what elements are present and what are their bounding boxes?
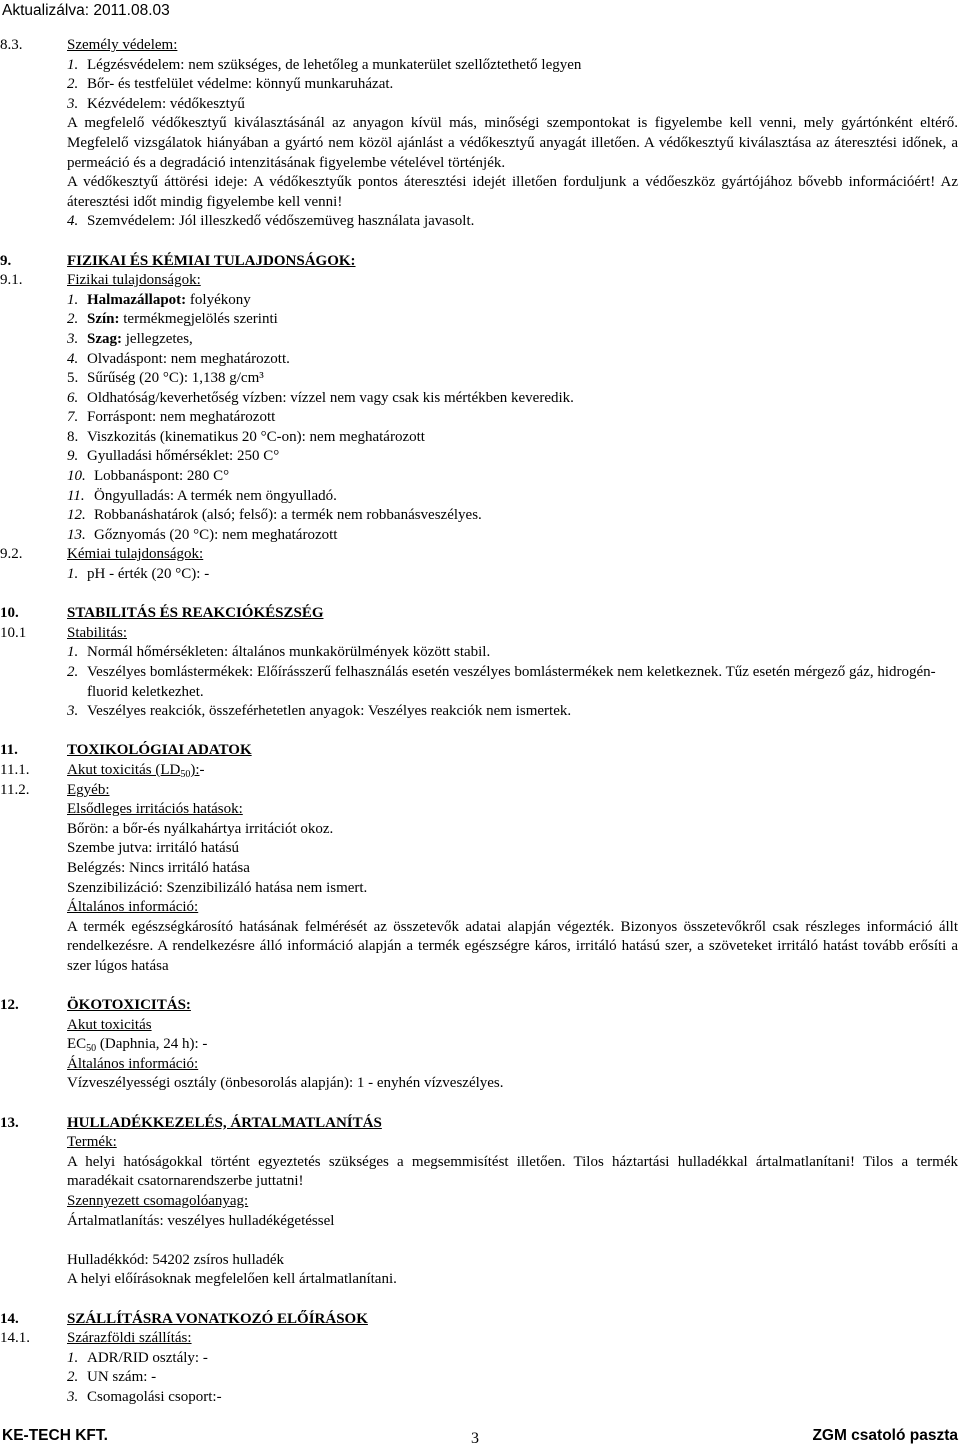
section-9-1: 9.1. Fizikai tulajdonságok: 1. Halmazállapot: folyékony 2. Szín: termékmegjelölés szerinti 3. Szag: jellegzetes, 4. Olvadáspont: nem meghatározott. 5. Sűrűség (20 °C): 1,138 g/cm³ 6. Oldhatóság/keverhetőség vízben: vízzel nem vagy csak kis mértékben keveredik. 7. Forráspont: nem meghatározott 8. Viszkozitás (kinematikus 20 °C-on): nem meghatározott 9. Gyulladási hőmérséklet: 250 C° 10. Lobbanáspont: 280 C° 11. Öngyulladás: A termék nem öngyulladó. 12. Robbanáshatárok (alsó; felső): a termék nem robbanásveszélyes. 13. Gőznyomás (20 °C): nem meghatározott [0, 271, 960, 545]
section-title: Kémiai tulajdonságok: [67, 546, 204, 563]
list-item: 12. Robbanáshatárok (alsó; felső): a termék nem robbanásveszélyes. [67, 507, 482, 524]
subsection-title: Akut toxicitás [67, 1016, 152, 1033]
product-name: ZGM csatoló paszta [812, 1427, 958, 1444]
list-item: 5. Sűrűség (20 °C): 1,138 g/cm³ [67, 370, 264, 387]
list-item: 3. Csomagolási csoport:- [67, 1388, 222, 1405]
section-title: Stabilitás: [67, 624, 127, 641]
list-item: 13. Gőznyomás (20 °C): nem meghatározott [67, 526, 338, 543]
list-item: 3. Veszélyes reakciók, összeférhetetlen anyagok: Veszélyes reakciók nem ismertek. [67, 703, 572, 720]
list-item: 3. Kézvédelem: védőkesztyű [67, 95, 245, 112]
list-item: 2. Bőr- és testfelület védelme: könnyű munkaruházat. [67, 76, 394, 93]
paragraph: A termék egészségkárosító hatásának felmérését az összetevők adatai alapján végezték. Bizonyos összetevőkről csak részleges információ állt rendelkezésre. A rendelkezésre álló információ alapján a termék egészségre káros, irritáló hatású szer, a szöveteket irritáló hatást tovább erősíti a szer lúgos hatása [67, 918, 958, 974]
section-14-1: 14.1. Szárazföldi szállítás: 1. ADR/RID osztály: - 2. UN szám: - 3. Csomagolási csoport:- [0, 1329, 960, 1407]
list-item: 1. pH - érték (20 °C): - [67, 566, 210, 583]
list-item: 6. Oldhatóság/keverhetőség vízben: vízzel nem vagy csak kis mértékben keveredik. [67, 389, 574, 406]
paragraph: A megfelelő védőkesztyű kiválasztásánál az anyagon kívül más, minőségi szempontokat is figyelembe kell venni, mely gyártónként eltérő. Megfelelő vizsgálatok hiányában a gyártó nem közöl ajánlást a védőkesztyű anyagát illetően. A védőkesztyű kiválasztása az áteresztési időnek, a permeáció és a degradáció intenzitásának figyelembe vételével történjék. [67, 115, 958, 171]
list-item: 8. Viszkozitás (kinematikus 20 °C-on): nem meghatározott [67, 428, 425, 445]
section-9-2: 9.2. Kémiai tulajdonságok: 1. pH - érték (20 °C): - [0, 545, 960, 584]
subsection-title: Elsődleges irritációs hatások: [67, 801, 243, 818]
section-title: Személy védelem: [67, 37, 178, 53]
subsection-title: Általános információ: [67, 1055, 199, 1072]
text-line: Vízveszélyességi osztály (önbesorolás alapján): 1 - enyhén vízveszélyes. [67, 1075, 504, 1092]
list-item: 1. Légzésvédelem: nem szükséges, de lehetőleg a munkaterület szellőztethető legyen [67, 56, 582, 73]
section-11-2: 11.2. Egyéb: Elsődleges irritációs hatások: Bőrön: a bőr-és nyálkahártya irritációt okoz. Szembe jutva: irritáló hatású Belégzés: Nincs irritáló hatása Szenzibilizáció: Szenzibilizáló hatása nem ismert. Általános információ: A termék egészségkárosító hatásának felmérését az összetevők adatai alapján végezték. Bizonyos összetevőkről csak részleges információ állt rendelkezésre. A rendelkezésre álló információ alapján a termék egészségre káros, irritáló hatású szer, a szöveteket irritáló hatást tovább erősíti a szer lúgos hatása [0, 781, 960, 977]
section-13-body [0, 1133, 960, 1290]
list-item: 2. Szín: termékmegjelölés szerinti [67, 311, 278, 328]
list-item: 9. Gyulladási hőmérséklet: 250 C° [67, 448, 280, 465]
section-10-heading: 10. STABILITÁS ÉS REAKCIÓKÉSZSÉG [0, 605, 324, 622]
section-8-3 [0, 36, 960, 232]
list-item: 7. Forráspont: nem meghatározott [67, 409, 276, 426]
section-13-heading: 13. HULLADÉKKEZELÉS, ÁRTALMATLANÍTÁS [0, 1114, 382, 1131]
subsection-title: Szennyezett csomagolóanyag: [67, 1193, 249, 1210]
text-line: Ártalmatlanítás: veszélyes hulladékégetéssel [67, 1212, 335, 1229]
list-item: 3. Szag: jellegzetes, [67, 330, 193, 347]
section-number: 8.3. [0, 37, 23, 53]
paragraph: A helyi hatóságokkal történt egyeztetés szükséges a megsemmisítést illetően. Tilos háztartási hulladékkal ártalmatlanítani! Tilos a termék maradékait csatornarendszerbe juttatni! [67, 1153, 958, 1190]
list-item: 4. Szemvédelem: Jól illeszkedő védőszemüveg használata javasolt. [67, 213, 475, 230]
update-date-header: Aktualizálva: 2011.08.03 [2, 2, 170, 19]
list-item: 4. Olvadáspont: nem meghatározott. [67, 350, 290, 367]
section-title: Egyéb: [67, 781, 110, 798]
section-14-heading: 14. SZÁLLÍTÁSRA VONATKOZÓ ELŐÍRÁSOK [0, 1310, 368, 1327]
list-item: 1. Halmazállapot: folyékony [67, 291, 251, 308]
list-item: 1. Normál hőmérsékleten: általános munkakörülmények között stabil. [67, 644, 491, 661]
page-number: 3 [471, 1430, 479, 1447]
list-item: 1. ADR/RID osztály: - [67, 1349, 208, 1366]
paragraph: A védőkesztyű áttörési ideje: A védőkesztyűk pontos áteresztési idejét illetően forduljunk a védőeszköz gyártójához bővebb információért! Az áteresztési időt mindig figyelembe kell venni! [67, 174, 958, 210]
section-10-1: 10.1 Stabilitás: 1. Normál hőmérsékleten: általános munkakörülmények között stabil. 2. Veszélyes bomlástermékek: Előírásszerű felhasználás esetén veszélyes bomlástermékek nem keletkeznek. Tűz esetén mérgező gáz, hidrogén-fluorid keletkezhet. 3. Veszélyes reakciók, összeférhetetlen anyagok: Veszélyes reakciók nem ismertek. [0, 624, 960, 722]
text-line: Szenzibilizáció: Szenzibilizáló hatása nem ismert. [67, 879, 368, 896]
company-name: KE-TECH KFT. [2, 1427, 108, 1444]
text-line: Bőrön: a bőr-és nyálkahártya irritációt okoz. [67, 820, 334, 837]
section-11-1: 11.1. Akut toxicitás $(LD_{50}):-$ [0, 761, 205, 780]
section-9-heading: 9. FIZIKAI ÉS KÉMIAI TULAJDONSÁGOK: [0, 252, 356, 269]
section-11-heading: 11. TOXIKOLÓGIAI ADATOK [0, 742, 252, 759]
text-line: A helyi előírásoknak megfelelően kell ártalmatlanítani. [67, 1271, 397, 1288]
subsection-title: Termék: [67, 1134, 117, 1151]
text-line: Szembe jutva: irritáló hatású [67, 840, 240, 857]
list-item: 2. UN szám: - [67, 1369, 157, 1386]
text-line: $EC_{50}$ (Daphnia, 24 h): - [67, 1036, 208, 1055]
page-footer [0, 1426, 960, 1446]
list-item: 11. Öngyulladás: A termék nem öngyulladó. [67, 487, 337, 504]
section-title: Fizikai tulajdonságok: [67, 272, 201, 289]
subsection-title: Általános információ: [67, 899, 199, 916]
text-line: Hulladékkód: 54202 zsíros hulladék [67, 1251, 285, 1268]
list-item: 2. Veszélyes bomlástermékek: Előírásszerű felhasználás esetén veszélyes bomlástermékek nem keletkeznek. Tűz esetén mérgező gáz, hidrogén-fluorid keletkezhet. [67, 664, 936, 700]
section-12-heading: 12. ÖKOTOXICITÁS: [0, 997, 191, 1014]
text-line: Belégzés: Nincs irritáló hatása [67, 859, 250, 876]
section-12-body [0, 1016, 960, 1094]
document-body [0, 36, 960, 1408]
list-item: 10. Lobbanáspont: 280 C° [67, 468, 230, 485]
section-title: Szárazföldi szállítás: [67, 1330, 192, 1347]
